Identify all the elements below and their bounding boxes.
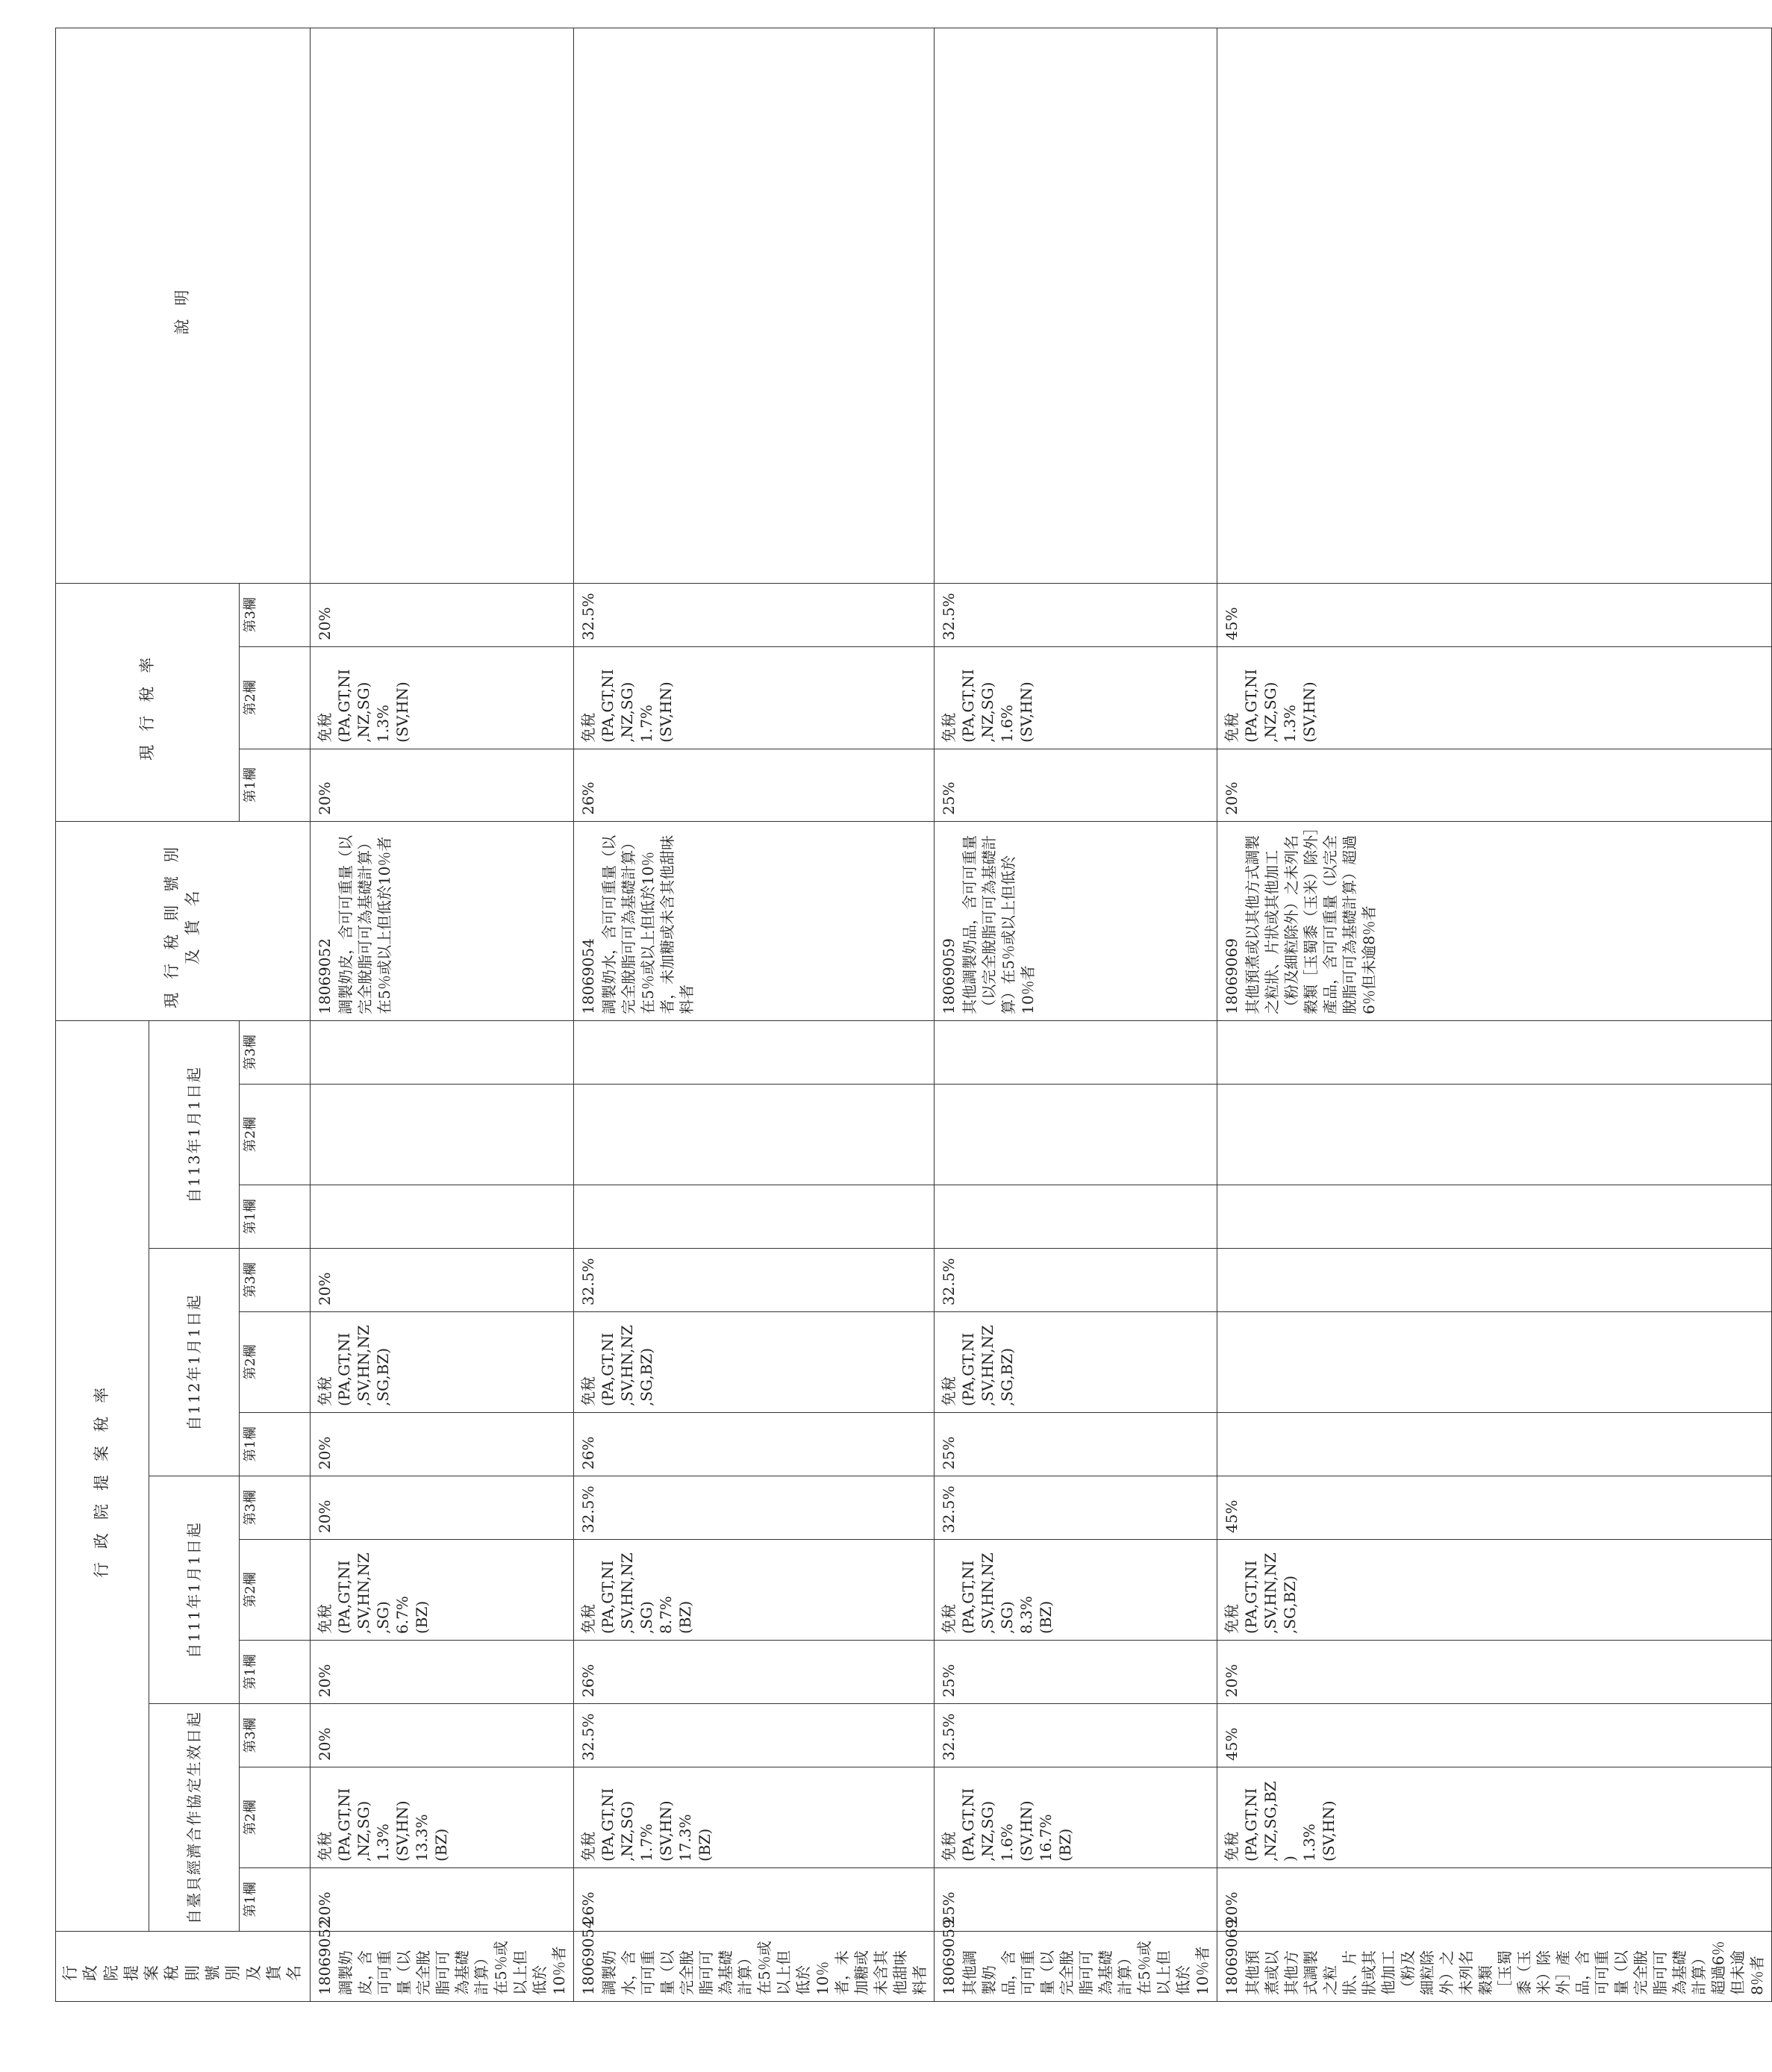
- rate-cell: [310, 1185, 573, 1249]
- header-current-group: 現行稅率: [56, 583, 240, 821]
- col-label: 第2欄: [240, 646, 310, 749]
- col-label: 第3欄: [240, 1476, 310, 1540]
- current-rate-cell: 20%: [1217, 749, 1771, 821]
- tariff-code: 18069069: [1222, 938, 1241, 1014]
- tariff-code: 18069052: [315, 938, 334, 1014]
- header-proposal-name: 行政院提案稅則號別及貨名: [56, 1932, 311, 2002]
- rate-cell: 免稅 (PA,GT,NI ,NZ,SG) 1.6% (SV,HN) 16.7% (BZ): [934, 1767, 1217, 1868]
- col-label: 第3欄: [240, 1020, 310, 1084]
- goods-name: 調製奶皮，含可可重量（以完全脫脂可可為基礎計算）在5％或以上但低於10％者: [336, 834, 393, 1014]
- col-label: 第2欄: [240, 1767, 310, 1868]
- rate-cell: 26%: [573, 1413, 934, 1476]
- rate-cell: 25%: [934, 1868, 1217, 1932]
- rate-cell: 免稅 (PA,GT,NI ,SV,HN,NZ ,SG,BZ): [310, 1312, 573, 1413]
- col-label: 第1欄: [240, 1185, 310, 1249]
- rate-cell: 45%: [1217, 1476, 1771, 1540]
- goods-name: 其他預煮或以其他方式調製之粒狀、片狀或其他加工（粉及細粒除外）之未列名穀類［玉蜀黍（玉米）除外］產品，含可可重量（以完全脫脂可可為基礎計算）超過6％但未逾8％者: [1243, 827, 1378, 1014]
- current-rate-cell: 20%: [310, 749, 573, 821]
- current-rate-cell: 32.5%: [934, 583, 1217, 646]
- header-remarks: 說明: [56, 28, 311, 583]
- header-112: 自112年1月1日起: [149, 1249, 240, 1476]
- remarks-cell: [934, 28, 1217, 583]
- col-label: 第3欄: [240, 583, 310, 646]
- current-rate-cell: 免稅 (PA,GT,NI ,NZ,SG) 1.6% (SV,HN): [934, 646, 1217, 749]
- table-row: [573, 28, 934, 2001]
- rate-cell: [1217, 1020, 1771, 1084]
- proposal-item-cell: [310, 1919, 573, 2002]
- goods-name: 其他調製奶品，含可可重量（以完全脫脂可可為基礎計算）在5％或以上但低於10％者: [960, 834, 1037, 1014]
- table-row: [1217, 28, 1771, 2001]
- tariff-code: 18069069: [1222, 1919, 1241, 1995]
- rate-cell: 20%: [1217, 1641, 1771, 1704]
- current-rate-cell: 免稅 (PA,GT,NI ,NZ,SG) 1.7% (SV,HN): [573, 646, 934, 749]
- rate-cell: [934, 1085, 1217, 1185]
- rate-cell: 20%: [310, 1476, 573, 1540]
- rate-cell: 免稅 (PA,GT,NI ,SV,HN,NZ ,SG) 8.3% (BZ): [934, 1540, 1217, 1641]
- tariff-code: 18069059: [939, 938, 958, 1014]
- rate-cell: [573, 1185, 934, 1249]
- goods-name: 其他預煮或以其他方式調製之粒狀、片狀或其他加工（粉及細粒除外）之未列名穀類［玉蜀黍（玉米）除外］產品，含可可重量（以完全脫脂可可為基礎計算）超過6％但未逾8％者: [1243, 1941, 1766, 1995]
- current-rate-cell: 25%: [934, 749, 1217, 821]
- rate-cell: 32.5%: [934, 1704, 1217, 1767]
- rate-cell: 20%: [1217, 1868, 1771, 1932]
- rate-cell: [1217, 1312, 1771, 1413]
- rate-cell: 免稅 (PA,GT,NI ,SV,HN,NZ ,SG,BZ): [1217, 1540, 1771, 1641]
- remarks-cell: [1217, 28, 1771, 583]
- col-label: 第2欄: [240, 1312, 310, 1413]
- rate-cell: 26%: [573, 1641, 934, 1704]
- rate-cell: [310, 1020, 573, 1084]
- rate-cell: 免稅 (PA,GT,NI ,SV,HN,NZ ,SG) 6.7% (BZ): [310, 1540, 573, 1641]
- current-item-cell: [1217, 821, 1771, 1020]
- rate-cell: [573, 1085, 934, 1185]
- tariff-table: [55, 28, 1772, 2002]
- current-rate-cell: 免稅 (PA,GT,NI ,NZ,SG) 1.3% (SV,HN): [310, 646, 573, 749]
- current-rate-cell: 45%: [1217, 583, 1771, 646]
- rate-cell: 免稅 (PA,GT,NI ,NZ,SG) 1.3% (SV,HN) 13.3% (BZ): [310, 1767, 573, 1868]
- col-label: 第1欄: [240, 1641, 310, 1704]
- remarks-cell: [573, 28, 934, 583]
- rate-cell: 免稅 (PA,GT,NI ,NZ,SG) 1.7% (SV,HN) 17.3% (BZ): [573, 1767, 934, 1868]
- col-label: 第3欄: [240, 1249, 310, 1312]
- goods-name: 其他調製奶品，含可可重量（以完全脫脂可可為基礎計算）在5％或以上但低於10％者: [960, 1941, 1211, 1995]
- col-label: 第1欄: [240, 1868, 310, 1932]
- current-rate-cell: 免稅 (PA,GT,NI ,NZ,SG) 1.3% (SV,HN): [1217, 646, 1771, 749]
- current-rate-cell: 26%: [573, 749, 934, 821]
- rate-cell: [1217, 1085, 1771, 1185]
- rate-cell: 免稅 (PA,GT,NI ,NZ,SG,BZ ) 1.3% (SV,HN): [1217, 1767, 1771, 1868]
- rate-cell: 32.5%: [573, 1704, 934, 1767]
- table-row: [934, 28, 1217, 2001]
- goods-name: 調製奶水，含可可重量（以完全脫脂可可為基礎計算）在5％或以上但低於10％者，未加糖或未含其他甜味料者: [599, 1941, 929, 1995]
- rate-cell: 32.5%: [573, 1249, 934, 1312]
- rate-cell: 免稅 (PA,GT,NI ,SV,HN,NZ ,SG) 8.7% (BZ): [573, 1540, 934, 1641]
- proposal-item-cell: [573, 1919, 934, 2002]
- current-rate-cell: 20%: [310, 583, 573, 646]
- rate-cell: 32.5%: [934, 1476, 1217, 1540]
- rate-cell: [573, 1020, 934, 1084]
- tariff-code: 18069059: [939, 1919, 958, 1995]
- col-label: 第3欄: [240, 1704, 310, 1767]
- col-label: 第1欄: [240, 749, 310, 821]
- rate-cell: 20%: [310, 1249, 573, 1312]
- header-fta: 自臺貝經濟合作協定生效日起: [149, 1704, 240, 1932]
- rate-cell: 20%: [310, 1641, 573, 1704]
- table-row: [310, 28, 573, 2001]
- rate-cell: 免稅 (PA,GT,NI ,SV,HN,NZ ,SG,BZ): [573, 1312, 934, 1413]
- rate-cell: [310, 1085, 573, 1185]
- col-label: 第2欄: [240, 1085, 310, 1185]
- proposal-item-cell: [1217, 1919, 1771, 2002]
- rate-cell: [1217, 1413, 1771, 1476]
- rate-cell: 20%: [310, 1868, 573, 1932]
- rate-cell: 免稅 (PA,GT,NI ,SV,HN,NZ ,SG,BZ): [934, 1312, 1217, 1413]
- proposal-item-cell: [934, 1919, 1217, 2002]
- tariff-code: 18069054: [578, 1919, 597, 1995]
- header-111: 自111年1月1日起: [149, 1476, 240, 1704]
- current-item-cell: [573, 821, 934, 1020]
- current-rate-cell: 32.5%: [573, 583, 934, 646]
- rate-cell: [1217, 1249, 1771, 1312]
- header-current-name: 現行稅則號別及貨名: [56, 821, 311, 1020]
- goods-name: 調製奶皮，含可可重量（以完全脫脂可可為基礎計算）在5％或以上但低於10％者: [336, 1941, 568, 1995]
- rate-cell: 45%: [1217, 1704, 1771, 1767]
- current-item-cell: [934, 821, 1217, 1020]
- col-label: 第2欄: [240, 1540, 310, 1641]
- remarks-cell: [310, 28, 573, 583]
- tariff-code: 18069052: [315, 1919, 334, 1995]
- col-label: 第1欄: [240, 1413, 310, 1476]
- rate-cell: 25%: [934, 1641, 1217, 1704]
- rate-cell: 32.5%: [573, 1476, 934, 1540]
- rate-cell: 25%: [934, 1413, 1217, 1476]
- tariff-code: 18069054: [578, 938, 597, 1014]
- header-113: 自113年1月1日起: [149, 1020, 240, 1248]
- rate-cell: 20%: [310, 1704, 573, 1767]
- rate-cell: 32.5%: [934, 1249, 1217, 1312]
- rate-cell: [934, 1185, 1217, 1249]
- header-proposal-group: 行政院提案稅率: [56, 1020, 149, 1931]
- rate-cell: [934, 1020, 1217, 1084]
- rate-cell: 20%: [310, 1413, 573, 1476]
- current-item-cell: [310, 821, 573, 1020]
- rate-cell: 26%: [573, 1868, 934, 1932]
- goods-name: 調製奶水，含可可重量（以完全脫脂可可為基礎計算）在5％或以上但低於10％者，未加糖或未含其他甜味料者: [599, 834, 696, 1014]
- rate-cell: [1217, 1185, 1771, 1249]
